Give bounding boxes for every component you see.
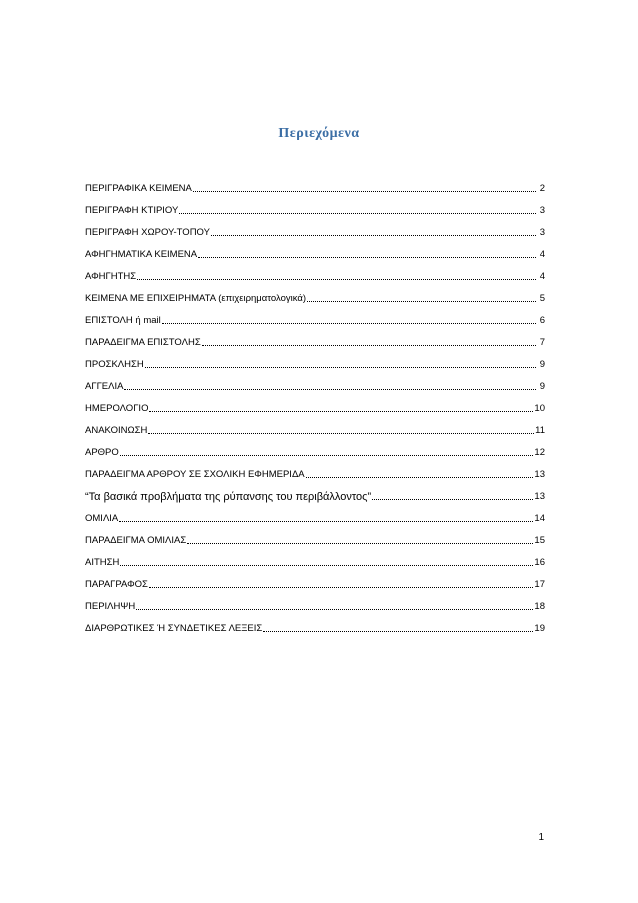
dot-leader [307,301,536,302]
toc-entry-label: ΑΡΘΡΟ [85,447,119,458]
toc-entry-label: ΑΙΤΗΣΗ [85,557,120,568]
toc-entry[interactable] [85,283,545,305]
toc-entry-label: ΑΦΗΓΗΤΗΣ [85,271,137,282]
table-of-contents [85,173,545,635]
toc-entry-page: 7 [539,337,545,348]
dot-leader [198,257,536,258]
toc-entry[interactable] [85,195,545,217]
toc-entry[interactable] [85,459,545,481]
toc-entry-label: ΑΓΓΕΛΙΑ [85,381,124,392]
toc-entry[interactable] [85,569,545,591]
toc-entry-label: ΑΝΑΚΟΙΝΩΣΗ [85,425,148,436]
toc-entry-page: 9 [539,359,545,370]
toc-entry-page: 10 [534,403,545,414]
dot-leader [120,455,534,456]
dot-leader [179,213,536,214]
dot-leader [145,367,536,368]
toc-entry-page: 4 [539,249,545,260]
toc-entry[interactable] [85,327,545,349]
dot-leader [119,521,533,522]
toc-entry[interactable] [85,305,545,327]
page-number: 1 [538,832,544,843]
toc-entry-label: ΑΦΗΓΗΜΑΤΙΚΑ ΚΕΙΜΕΝΑ [85,249,198,260]
toc-entry[interactable] [85,503,545,525]
toc-entry-page: 9 [539,381,545,392]
toc-entry-label: ΠΡΟΣΚΛΗΣΗ [85,359,144,370]
toc-entry-label: ΠΑΡΑΔΕΙΓΜΑ ΑΡΘΡΟΥ ΣΕ ΣΧΟΛΙΚΗ ΕΦΗΜΕΡΙΔΑ [85,469,305,480]
dot-leader [120,565,533,566]
toc-entry[interactable] [85,349,545,371]
toc-entry[interactable] [85,415,545,437]
toc-entry-label: ΠΑΡΑΔΕΙΓΜΑ ΟΜΙΛΙΑΣ [85,535,187,546]
toc-entry-page: 19 [534,623,545,634]
dot-leader [137,279,536,280]
toc-entry-label: ΠΑΡΑΓΡΑΦΟΣ [85,579,148,590]
toc-entry[interactable] [85,393,545,415]
toc-entry[interactable] [85,217,545,239]
toc-entry-label: ΗΜΕΡΟΛΟΓΙΟ [85,403,149,414]
toc-entry-page: 17 [534,579,545,590]
toc-entry-label: ΠΕΡΙΓΡΑΦΗ ΚΤΙΡΙΟΥ [85,205,179,216]
toc-entry-page: 13 [534,469,545,480]
toc-title: Περιεχόμενα [278,126,360,141]
toc-entry-label: ΟΜΙΛΙΑ [85,513,119,524]
toc-entry[interactable] [85,239,545,261]
dot-leader [136,609,533,610]
toc-entry-page: 6 [539,315,545,326]
toc-entry-page: 2 [539,183,545,194]
toc-entry-page: 16 [534,557,545,568]
toc-entry[interactable] [85,591,545,613]
toc-entry[interactable] [85,437,545,459]
toc-entry-label: ΠΑΡΑΔΕΙΓΜΑ ΕΠΙΣΤΟΛΗΣ [85,337,201,348]
toc-entry-label: ΕΠΙΣΤΟΛΗ ή mail [85,315,161,326]
toc-entry[interactable] [85,261,545,283]
dot-leader [193,191,536,192]
toc-entry-page: 12 [534,447,545,458]
dot-leader [149,411,533,412]
toc-entry[interactable] [85,481,545,503]
dot-leader [148,433,534,434]
toc-entry[interactable] [85,371,545,393]
toc-entry-page: 18 [534,601,545,612]
toc-entry-label: ΔΙΑΡΘΡΩΤΙΚΕΣ Ή ΣΥΝΔΕΤΙΚΕΣ ΛΕΞΕΙΣ [85,623,263,634]
dot-leader [263,631,533,632]
dot-leader [202,345,536,346]
toc-entry-label: ΠΕΡΙΛΗΨΗ [85,601,136,612]
dot-leader [306,477,534,478]
toc-entry-label: ΚΕΙΜΕΝΑ ΜΕ ΕΠΙΧΕΙΡΗΜΑΤΑ (επιχειρηματολογικά) [85,293,307,304]
dot-leader [124,389,536,390]
dot-leader [162,323,536,324]
dot-leader [149,587,533,588]
toc-entry-page: 14 [534,513,545,524]
toc-entry-label: ΠΕΡΙΓΡΑΦΙΚΑ ΚΕΙΜΕΝΑ [85,183,192,194]
toc-entry-page: 13 [534,491,545,502]
toc-entry-page: 11 [535,425,545,436]
toc-entry-page: 4 [539,271,545,282]
toc-entry[interactable] [85,547,545,569]
dot-leader [211,235,536,236]
toc-entry-page: 5 [539,293,545,304]
dot-leader [372,499,533,500]
toc-entry-page: 3 [539,205,545,216]
toc-entry-page: 15 [534,535,545,546]
toc-entry-page: 3 [539,227,545,238]
dot-leader [187,543,533,544]
toc-entry[interactable] [85,525,545,547]
toc-entry-label: “Τα βασικά προβλήματα της ρύπανσης του περιβάλλοντος” [85,491,372,503]
toc-entry[interactable] [85,173,545,195]
toc-entry-label: ΠΕΡΙΓΡΑΦΗ ΧΩΡΟΥ-ΤΟΠΟΥ [85,227,210,238]
toc-entry[interactable] [85,613,545,635]
